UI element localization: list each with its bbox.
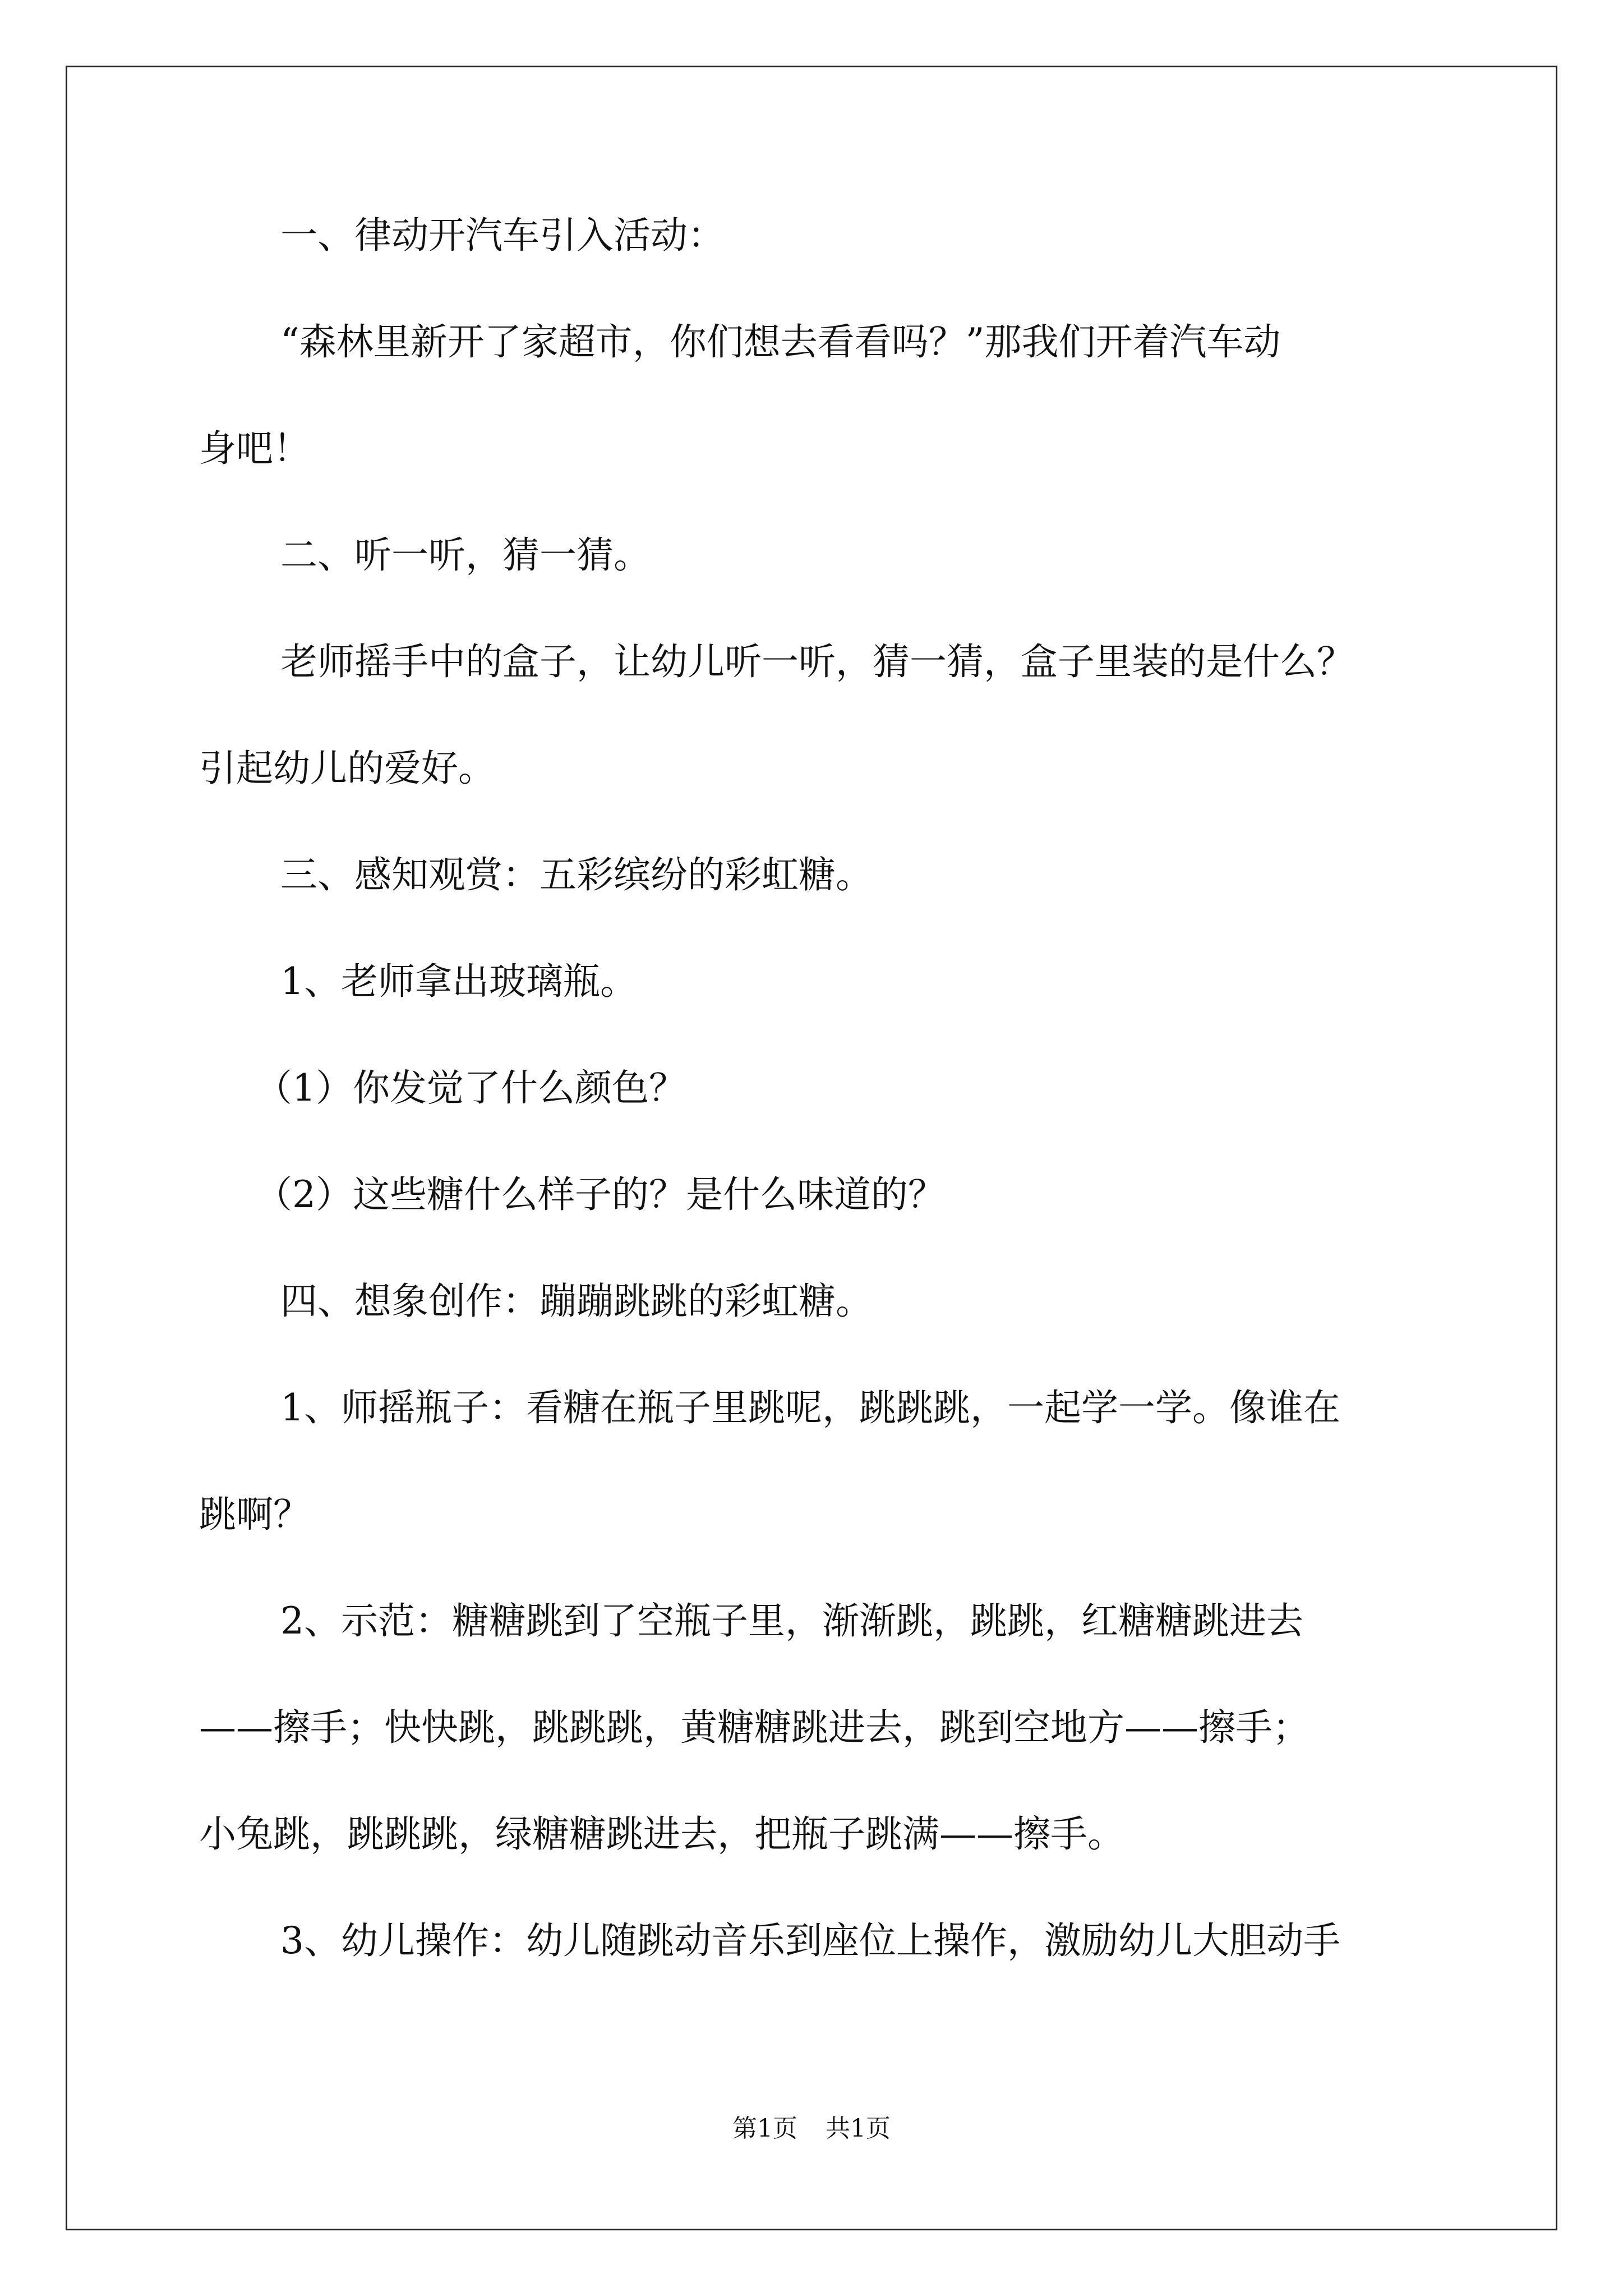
section-heading-2: 二、听一听，猜一猜。 <box>280 533 651 577</box>
list-item: 1、师摇瓶子：看糖在瓶子里跳呢，跳跳跳，一起学一学。像谁在 <box>280 1386 1340 1429</box>
list-item: （1）你发觉了什么颜色？ <box>255 1066 686 1110</box>
page-total: 共1页 <box>826 2114 891 2143</box>
paragraph-line: 跳啊？ <box>199 1493 310 1536</box>
list-item: 1、老师拿出玻璃瓶。 <box>280 960 637 1003</box>
page-border <box>66 66 1557 2230</box>
paragraph-line: 老师摇手中的盒子，让幼儿听一听，猜一猜，盒子里装的是什么？ <box>280 640 1354 683</box>
paragraph-line: 小兔跳，跳跳跳，绿糖糖跳进去，把瓶子跳满——擦手。 <box>199 1812 1124 1856</box>
paragraph-line: “森林里新开了家超市，你们想去看看吗？”那我们开着汽车动 <box>280 320 1281 364</box>
list-item: （2）这些糖什么样子的？是什么味道的？ <box>255 1173 945 1216</box>
list-item: 2、示范：糖糖跳到了空瓶子里，渐渐跳，跳跳，红糖糖跳进去 <box>280 1599 1303 1642</box>
list-item: 3、幼儿操作：幼儿随跳动音乐到座位上操作，激励幼儿大胆动手 <box>280 1919 1340 1962</box>
paragraph-line: 身吧！ <box>199 427 310 470</box>
section-heading-4: 四、想象创作：蹦蹦跳跳的彩虹糖。 <box>280 1280 873 1323</box>
paragraph-line: ——擦手；快快跳，跳跳跳，黄糖糖跳进去，跳到空地方——擦手； <box>199 1706 1310 1749</box>
page-footer <box>0 2115 1623 2143</box>
section-heading-3: 三、感知观赏：五彩缤纷的彩虹糖。 <box>280 853 873 896</box>
page-number: 第1页 <box>732 2114 797 2143</box>
section-heading-1: 一、律动开汽车引入活动： <box>280 214 725 257</box>
paragraph-line: 引起幼儿的爱好。 <box>199 747 495 790</box>
